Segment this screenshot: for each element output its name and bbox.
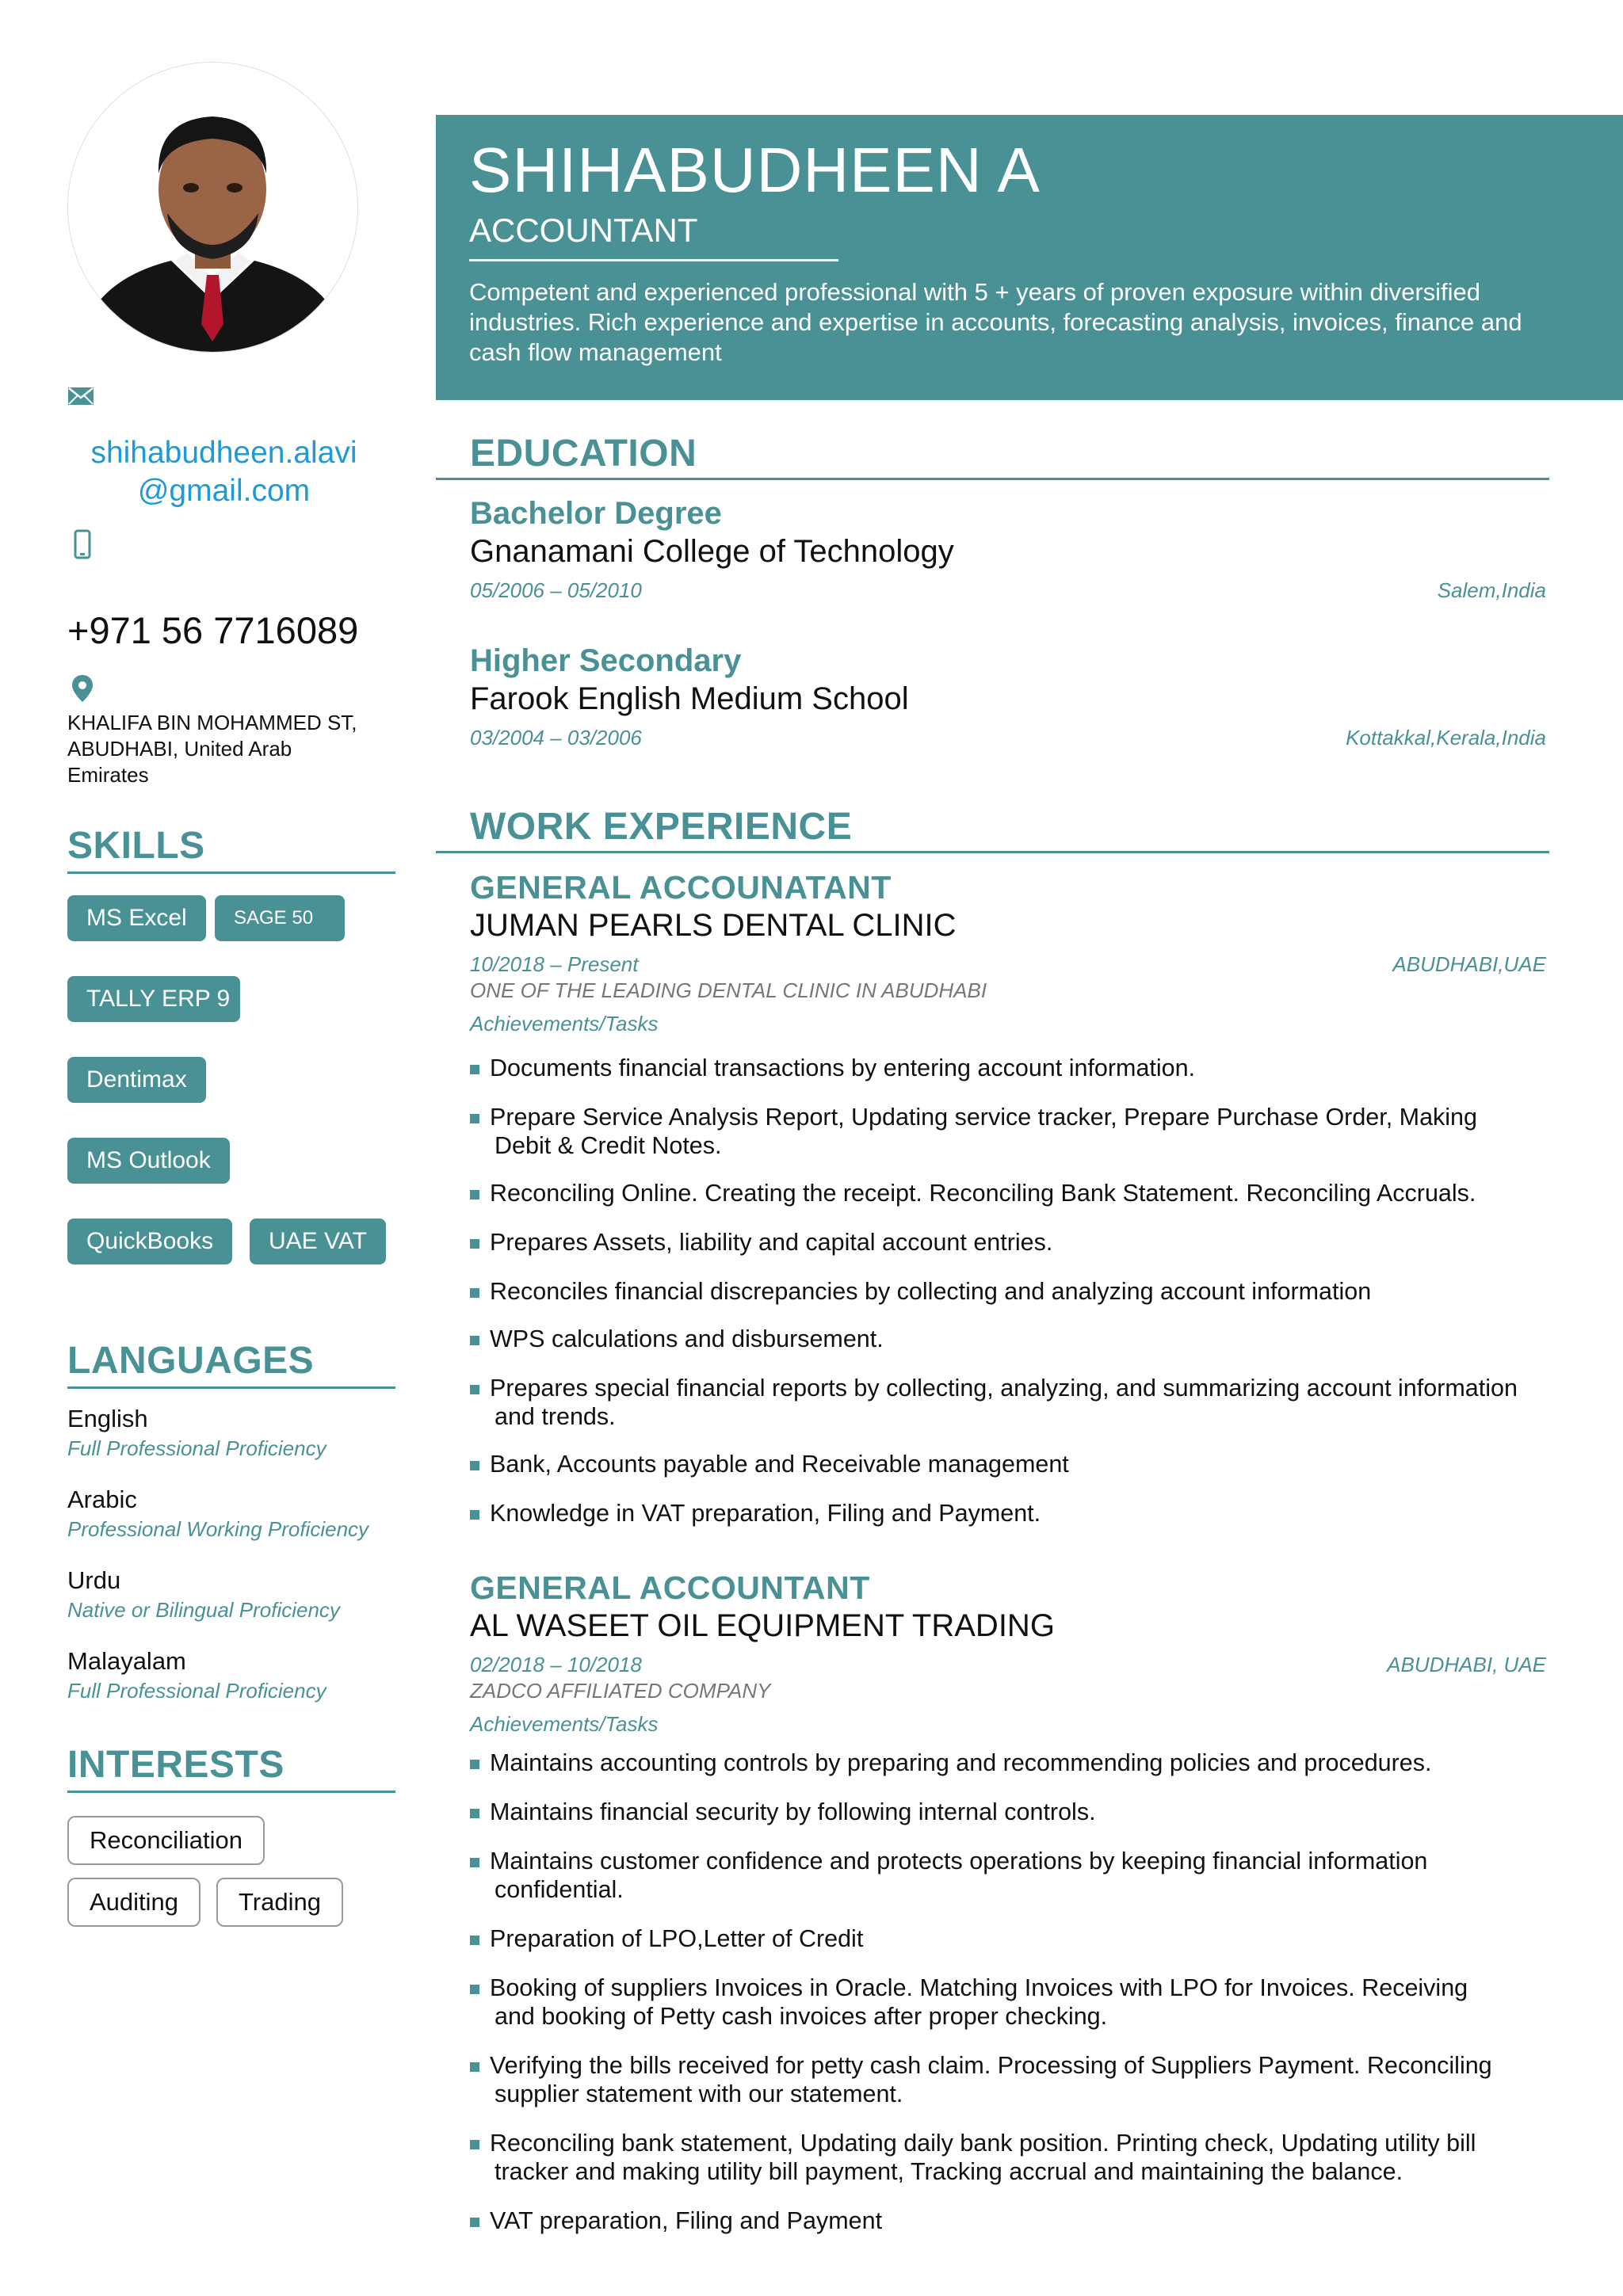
- education-item: [470, 642, 1546, 751]
- education-meta: [470, 577, 1546, 604]
- job-bullet: Reconciling bank statement, Updating daily bank position. Printing check, Updating utility bill tracker and making utility bill payment, Tracking accrual and maintaining the balance.: [470, 2129, 1546, 2186]
- institution: Farook English Medium School: [470, 681, 909, 716]
- education-dates: 05/2006 – 05/2010: [470, 578, 642, 602]
- education-item: [470, 494, 1546, 604]
- skills-heading: SKILLS: [67, 824, 395, 874]
- interest-tag: Reconciliation: [67, 1816, 265, 1865]
- job-bullet: Reconciles financial discrepancies by collecting and analyzing account information: [470, 1277, 1546, 1306]
- achievements-label: Achievements/Tasks: [470, 1712, 659, 1736]
- position-title: GENERAL ACCOUNTANT: [470, 1569, 870, 1606]
- skill-chip: UAE VAT: [250, 1219, 386, 1264]
- language-name: English: [67, 1405, 148, 1432]
- job-bullet: Maintains financial security by following internal controls.: [470, 1798, 1546, 1826]
- language-level: Full Professional Proficiency: [67, 1436, 327, 1460]
- skill-chip: MS Outlook: [67, 1138, 230, 1184]
- job-title: ACCOUNTANT: [469, 212, 698, 249]
- email-icon: [67, 387, 94, 406]
- job-bullet: Bank, Accounts payable and Receivable management: [470, 1450, 1546, 1478]
- job-dates: 02/2018 – 10/2018: [470, 1653, 642, 1676]
- job-bullet: VAT preparation, Filing and Payment: [470, 2206, 1546, 2235]
- company-name: AL WASEET OIL EQUIPMENT TRADING: [470, 1608, 1055, 1643]
- education-dates: 03/2004 – 03/2006: [470, 726, 642, 749]
- education-location: Salem,India: [1437, 578, 1546, 602]
- job-bullet: WPS calculations and disbursement.: [470, 1325, 1546, 1353]
- header-banner: [436, 115, 1623, 400]
- job-entry: [470, 1569, 1546, 1740]
- phone-number[interactable]: +971 56 7716089: [67, 609, 359, 651]
- job-bullet: Maintains customer confidence and protects operations by keeping financial information confidential.: [470, 1847, 1546, 1904]
- job-location: ABUDHABI, UAE: [1387, 1653, 1546, 1676]
- profile-summary: Competent and experienced professional with 5 + years of proven exposure within diversified industries. Rich experience and expertise in accounts, forecasting analysis, invoices, finance and cash flow management: [469, 278, 1522, 366]
- language-name: Malayalam: [67, 1647, 186, 1675]
- language-level: Native or Bilingual Proficiency: [67, 1598, 340, 1622]
- profile-photo-illustration: [68, 63, 357, 352]
- job-bullet: Knowledge in VAT preparation, Filing and Payment.: [470, 1499, 1546, 1527]
- job-bullet: Maintains accounting controls by preparing and recommending policies and procedures.: [470, 1749, 1546, 1777]
- mobile-phone-icon: [74, 529, 91, 559]
- interest-tag: Trading: [216, 1878, 343, 1927]
- interest-tag: Auditing: [67, 1878, 200, 1927]
- title-divider: [469, 259, 838, 261]
- skill-chip: SAGE 50: [215, 895, 345, 941]
- job-bullet: Reconciling Online. Creating the receipt. Reconciling Bank Statement. Reconciling Accruals.: [470, 1179, 1546, 1207]
- location-pin-icon: [71, 673, 94, 704]
- skill-chip: TALLY ERP 9: [67, 976, 240, 1022]
- work-experience-heading: WORK EXPERIENCE: [436, 805, 1549, 853]
- skill-chip: QuickBooks: [67, 1219, 232, 1264]
- email-line-1: shihabudheen.alavi: [90, 436, 357, 470]
- job-bullet: Documents financial transactions by entering account information.: [470, 1054, 1546, 1082]
- education-meta: [470, 724, 1546, 751]
- candidate-name: SHIHABUDHEEN A: [469, 135, 1041, 205]
- email-address[interactable]: [67, 434, 380, 510]
- languages-heading: LANGUAGES: [67, 1339, 395, 1389]
- degree: Bachelor Degree: [470, 496, 722, 531]
- job-bullet: Prepares Assets, liability and capital account entries.: [470, 1228, 1546, 1257]
- job-entry: [470, 868, 1546, 1039]
- job-location: ABUDHABI,UAE: [1392, 952, 1546, 976]
- job-meta: [470, 1651, 1546, 1678]
- language-name: Arabic: [67, 1486, 137, 1513]
- degree: Higher Secondary: [470, 643, 742, 678]
- education-heading: EDUCATION: [436, 432, 1549, 480]
- job-bullet: Booking of suppliers Invoices in Oracle. Matching Invoices with LPO for Invoices. Receiving and booking of Petty cash invoices after proper checking.: [470, 1974, 1546, 2031]
- company-name: JUMAN PEARLS DENTAL CLINIC: [470, 908, 957, 943]
- institution: Gnanamani College of Technology: [470, 534, 954, 569]
- job-bullet: Prepare Service Analysis Report, Updating service tracker, Prepare Purchase Order, Making Debit & Credit Notes.: [470, 1103, 1546, 1160]
- language-level: Full Professional Proficiency: [67, 1679, 327, 1703]
- skill-chip: Dentimax: [67, 1057, 206, 1103]
- job-bullet: Verifying the bills received for petty cash claim. Processing of Suppliers Payment. Reconciling supplier statement with our statement.: [470, 2051, 1546, 2108]
- job-dates: 10/2018 – Present: [470, 952, 639, 976]
- achievements-label: Achievements/Tasks: [470, 1012, 659, 1035]
- company-description: ZADCO AFFILIATED COMPANY: [470, 1679, 771, 1703]
- interests-heading: INTERESTS: [67, 1743, 395, 1793]
- company-description: ONE OF THE LEADING DENTAL CLINIC IN ABUDHABI: [470, 978, 987, 1002]
- address: KHALIFA BIN MOHAMMED ST, ABUDHABI, United Arab Emirates: [67, 711, 357, 787]
- language-name: Urdu: [67, 1566, 121, 1594]
- job-meta: [470, 951, 1546, 978]
- position-title: GENERAL ACCOUNATANT: [470, 869, 892, 906]
- job-bullet: Preparation of LPO,Letter of Credit: [470, 1924, 1546, 1953]
- education-location: Kottakkal,Kerala,India: [1346, 726, 1546, 749]
- language-level: Professional Working Proficiency: [67, 1517, 369, 1541]
- email-line-2: @gmail.com: [137, 474, 311, 508]
- skill-chip: MS Excel: [67, 895, 206, 941]
- profile-photo: [67, 62, 358, 353]
- job-bullet: Prepares special financial reports by collecting, analyzing, and summarizing account information and trends.: [470, 1374, 1546, 1431]
